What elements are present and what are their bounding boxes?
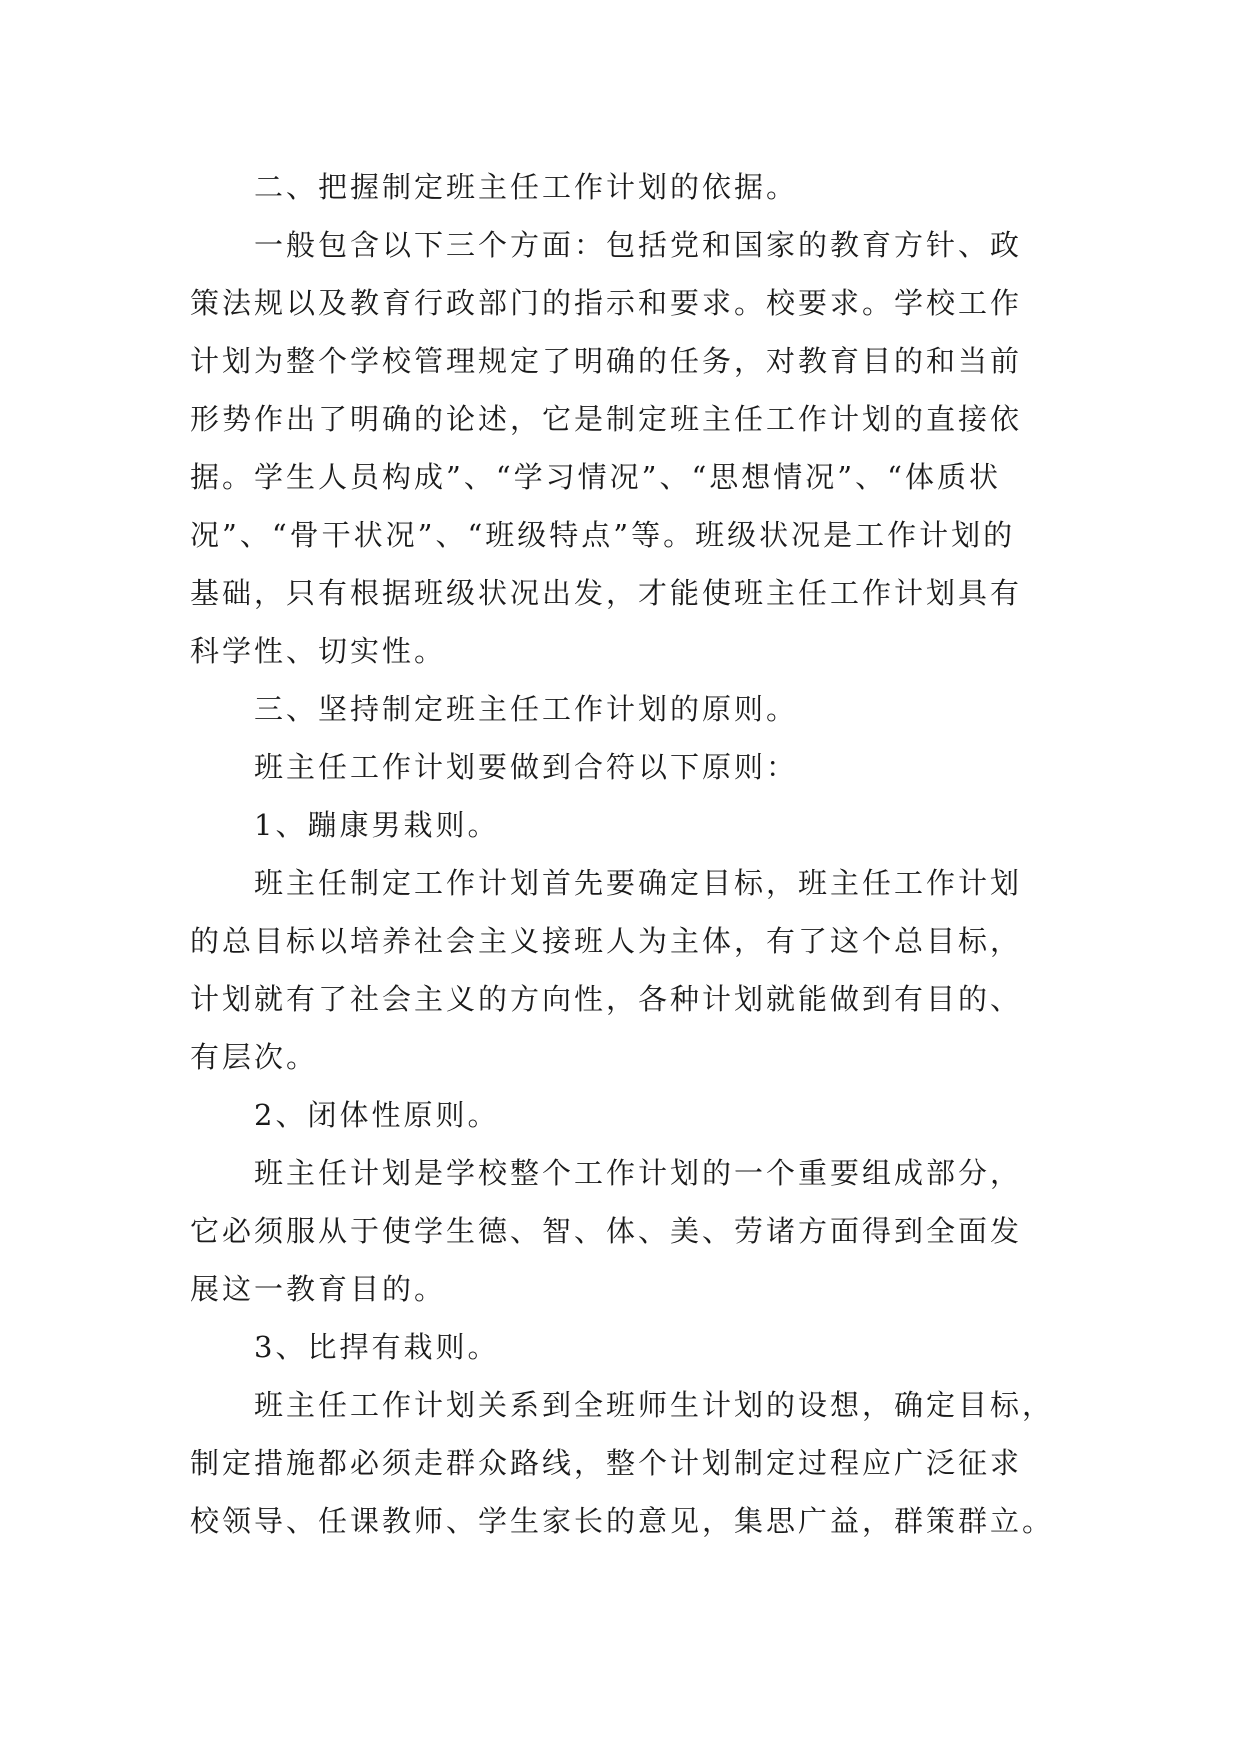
paragraph-line: 制定措施都必须走群众路线，整个计划制定过程应广泛征求 — [190, 1446, 1023, 1480]
paragraph-line: 况”、“骨干状况”、“班级特点”等。班级状况是工作计划的 — [190, 518, 1016, 552]
paragraph-line: 科学性、切实性。 — [190, 634, 447, 668]
paragraph-line: 计划为整个学校管理规定了明确的任务，对教育目的和当前 — [190, 344, 1023, 378]
list-item-heading: 2、闭体性原则。 — [254, 1098, 500, 1132]
paragraph-line: 班主任工作计划要做到合符以下原则： — [254, 750, 799, 784]
list-item-heading: 1、蹦康男栽则。 — [254, 808, 500, 842]
paragraph-line: 有层次。 — [190, 1040, 319, 1074]
paragraph-line: 形势作出了明确的论述，它是制定班主任工作计划的直接依 — [190, 402, 1023, 436]
paragraph-line: 一般包含以下三个方面：包括党和国家的教育方针、政 — [254, 228, 1023, 262]
list-item-heading: 3、比捍有栽则。 — [254, 1330, 500, 1364]
paragraph-line: 班主任计划是学校整个工作计划的一个重要组成部分， — [254, 1156, 1023, 1190]
section-heading: 二、把握制定班主任工作计划的依据。 — [254, 170, 799, 204]
paragraph-line: 的总目标以培养社会主义接班人为主体，有了这个总目标， — [190, 924, 1023, 958]
paragraph-line: 校领导、任课教师、学生家长的意见，集思广益，群策群立。 — [190, 1504, 1055, 1538]
paragraph-line: 据。学生人员构成”、“学习情况”、“思想情况”、“体质状 — [190, 460, 1001, 494]
paragraph-line: 策法规以及教育行政部门的指示和要求。校要求。学校工作 — [190, 286, 1023, 320]
paragraph-line: 班主任工作计划关系到全班师生计划的设想，确定目标， — [254, 1388, 1055, 1422]
paragraph-line: 基础，只有根据班级状况出发，才能使班主任工作计划具有 — [190, 576, 1023, 610]
section-heading: 三、坚持制定班主任工作计划的原则。 — [254, 692, 799, 726]
paragraph-line: 计划就有了社会主义的方向性，各种计划就能做到有目的、 — [190, 982, 1023, 1016]
paragraph-line: 班主任制定工作计划首先要确定目标，班主任工作计划 — [254, 866, 1023, 900]
document-body — [190, 158, 1060, 1550]
paragraph-line: 它必须服从于使学生德、智、体、美、劳诸方面得到全面发 — [190, 1214, 1023, 1248]
paragraph-line: 展这一教育目的。 — [190, 1272, 447, 1306]
